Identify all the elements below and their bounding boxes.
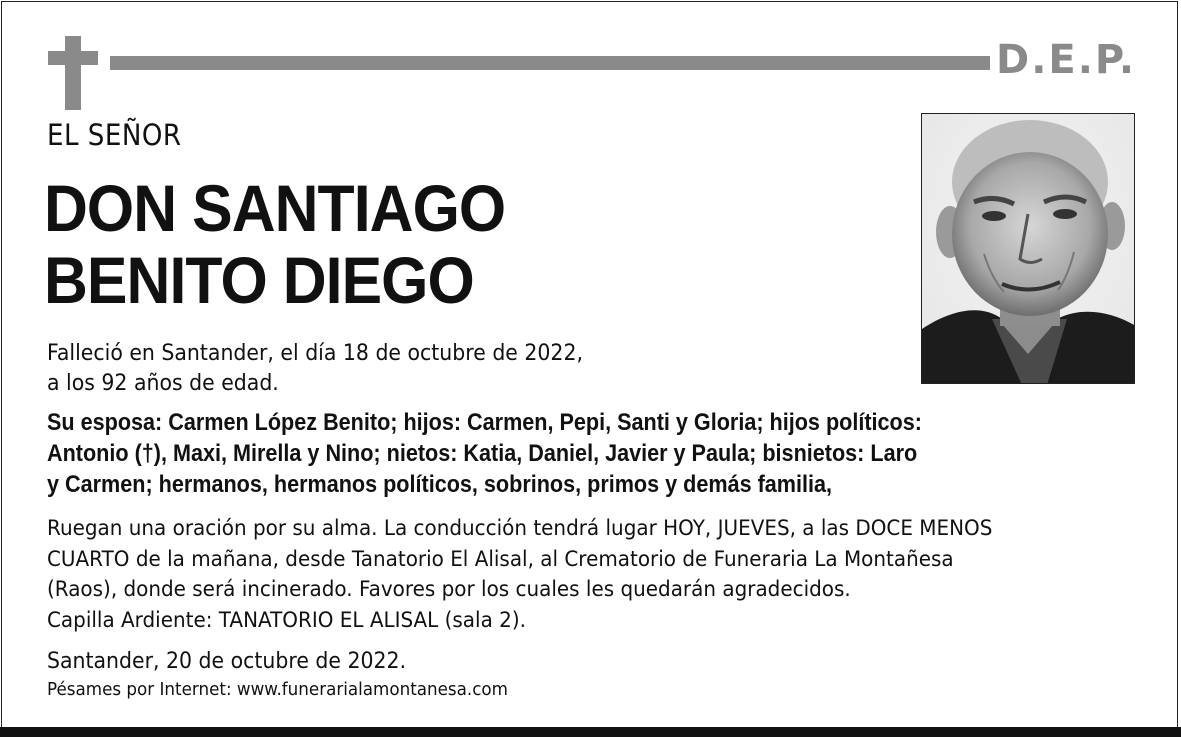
family-line-2: Antonio (†), Maxi, Mirella y Nino; nietos: Katia, Daniel, Javier y Paula; bisnietos: Laro	[47, 440, 918, 467]
funeral-notice	[47, 513, 992, 635]
name-line-2: BENITO DIEGO	[44, 243, 474, 317]
portrait-photo	[921, 113, 1135, 384]
bottom-border	[0, 727, 1181, 737]
family-line-1: Su esposa: Carmen López Benito; hijos: Carmen, Pepi, Santi y Gloria; hijos políticos:	[47, 409, 922, 436]
header-rule	[110, 56, 990, 70]
death-info	[47, 339, 583, 399]
notice-date: Santander, 20 de octubre de 2022.	[47, 649, 407, 674]
notice-line-3: (Raos), donde será incinerado. Favores por los cuales les quedarán agradecidos.	[47, 577, 851, 601]
notice-line-1: Ruegan una oración por su alma. La conducción tendrá lugar HOY, JUEVES, a las DOCE MENOS	[47, 516, 993, 540]
dep-label: D.E.P.	[996, 37, 1137, 83]
family-line-3: y Carmen; hermanos, hermanos políticos, sobrinos, primos y demás familia,	[47, 471, 833, 498]
notice-line-2: CUARTO de la mañana, desde Tanatorio El Alisal, al Crematorio de Funeraria La Montañesa	[47, 546, 954, 571]
cross-icon	[48, 36, 98, 110]
deceased-name	[44, 172, 505, 316]
condolences-link: Pésames por Internet: www.funerarialamontanesa.com	[47, 679, 508, 700]
title-prefix: EL SEÑOR	[47, 118, 182, 152]
death-line-1: Falleció en Santander, el día 18 de octubre de 2022,	[47, 341, 583, 366]
death-line-2: a los 92 años de edad.	[47, 371, 279, 396]
portrait-image	[922, 114, 1135, 384]
name-line-1: DON SANTIAGO	[44, 171, 506, 245]
notice-line-4: Capilla Ardiente: TANATORIO EL ALISAL (sala 2).	[47, 607, 526, 632]
family-list	[47, 407, 922, 500]
